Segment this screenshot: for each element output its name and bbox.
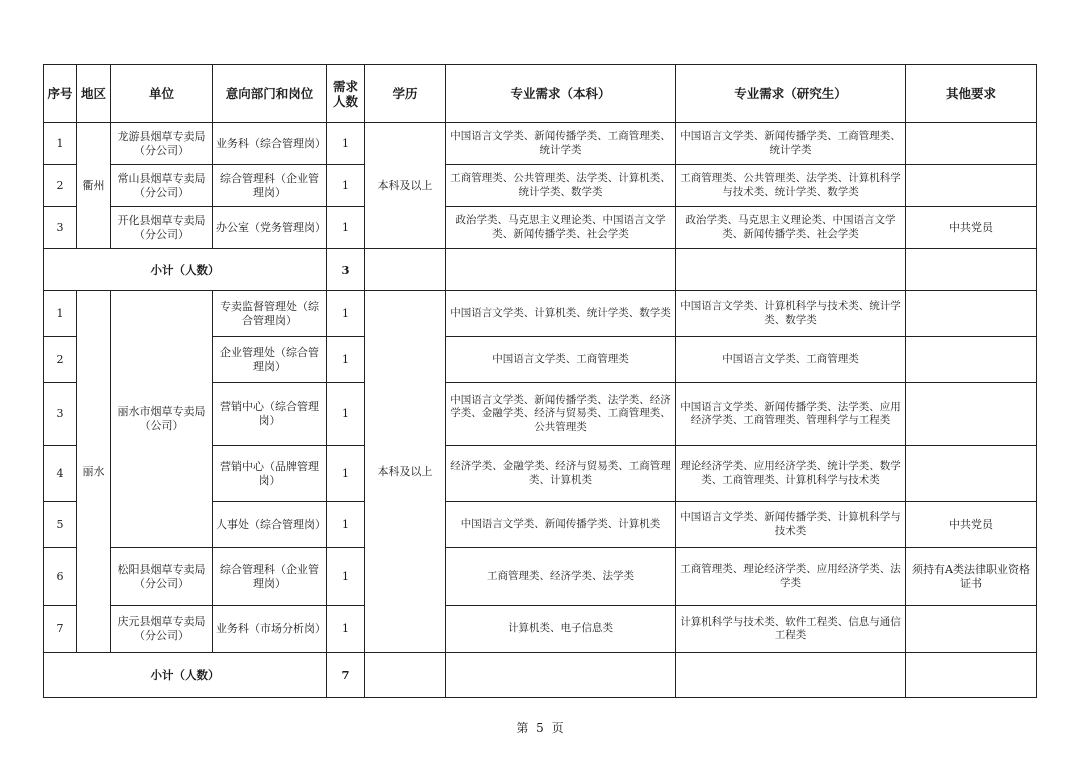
subtotal-row [44,653,1037,698]
cell-count: 1 [327,606,365,653]
cell-unit: 龙游县烟草专卖局（分公司） [111,123,213,165]
table-row [44,291,1037,337]
cell-other [906,446,1037,502]
cell-dept: 业务科（市场分析岗） [213,606,327,653]
cell-other: 中共党员 [906,207,1037,249]
header-dept: 意向部门和岗位 [213,65,327,123]
cell-unit: 丽水市烟草专卖局（公司） [111,291,213,548]
cell-dept: 业务科（综合管理岗） [213,123,327,165]
cell-major-undergrad: 中国语言文学类、工商管理类 [446,337,676,383]
cell-no: 6 [44,548,77,606]
subtotal-row [44,249,1037,291]
subtotal-value: 3 [327,249,365,291]
cell-other: 须持有A类法律职业资格证书 [906,548,1037,606]
cell-other [906,291,1037,337]
cell-dept: 专卖监督管理处（综合管理岗） [213,291,327,337]
cell-major-undergrad: 计算机类、电子信息类 [446,606,676,653]
cell-no: 1 [44,123,77,165]
cell-major-grad: 中国语言文学类、新闻传播学类、计算机科学与技术类 [676,502,906,548]
cell-dept: 综合管理科（企业管理岗） [213,548,327,606]
cell-count: 1 [327,165,365,207]
recruitment-table [43,64,1037,698]
cell-empty [676,653,906,698]
header-major-grad: 专业需求（研究生） [676,65,906,123]
cell-other [906,123,1037,165]
cell-major-grad: 中国语言文学类、工商管理类 [676,337,906,383]
header-region: 地区 [77,65,111,123]
cell-no: 2 [44,165,77,207]
cell-dept: 办公室（党务管理岗） [213,207,327,249]
header-major-undergrad: 专业需求（本科） [446,65,676,123]
table-row [44,165,1037,207]
cell-count: 1 [327,291,365,337]
cell-count: 1 [327,337,365,383]
cell-other [906,165,1037,207]
header-edu: 学历 [365,65,446,123]
cell-unit: 庆元县烟草专卖局（分公司） [111,606,213,653]
cell-no: 3 [44,207,77,249]
cell-region: 衢州 [77,123,111,249]
cell-major-undergrad: 工商管理类、公共管理类、法学类、计算机类、统计学类、数学类 [446,165,676,207]
cell-major-grad: 中国语言文学类、计算机科学与技术类、统计学类、数学类 [676,291,906,337]
cell-major-grad: 理论经济学类、应用经济学类、统计学类、数学类、工商管理类、计算机科学与技术类 [676,446,906,502]
cell-major-grad: 计算机科学与技术类、软件工程类、信息与通信工程类 [676,606,906,653]
cell-empty [365,653,446,698]
cell-no: 1 [44,291,77,337]
cell-major-grad: 政治学类、马克思主义理论类、中国语言文学类、新闻传播学类、社会学类 [676,207,906,249]
cell-major-grad: 工商管理类、公共管理类、法学类、计算机科学与技术类、统计学类、数学类 [676,165,906,207]
cell-no: 4 [44,446,77,502]
cell-count: 1 [327,548,365,606]
cell-count: 1 [327,383,365,446]
cell-edu: 本科及以上 [365,291,446,653]
cell-major-undergrad: 中国语言文学类、计算机类、统计学类、数学类 [446,291,676,337]
cell-major-undergrad: 政治学类、马克思主义理论类、中国语言文学类、新闻传播学类、社会学类 [446,207,676,249]
cell-empty [906,653,1037,698]
cell-no: 3 [44,383,77,446]
cell-major-grad: 中国语言文学类、新闻传播学类、法学类、应用经济学类、工商管理类、管理科学与工程类 [676,383,906,446]
cell-major-undergrad: 工商管理类、经济学类、法学类 [446,548,676,606]
page-suffix: 页 [551,721,564,735]
cell-unit: 常山县烟草专卖局（分公司） [111,165,213,207]
table-row [44,207,1037,249]
cell-dept: 营销中心（综合管理岗） [213,383,327,446]
cell-major-undergrad: 中国语言文学类、新闻传播学类、法学类、经济学类、金融学类、经济与贸易类、工商管理类、公共管理类 [446,383,676,446]
page-number: 5 [536,721,544,735]
cell-count: 1 [327,446,365,502]
subtotal-label: 小计（人数） [44,249,327,291]
cell-unit: 开化县烟草专卖局（分公司） [111,207,213,249]
table-row [44,123,1037,165]
cell-no: 7 [44,606,77,653]
cell-major-grad: 工商管理类、理论经济学类、应用经济学类、法学类 [676,548,906,606]
cell-other [906,606,1037,653]
header-count: 需求人数 [327,65,365,123]
cell-major-undergrad: 经济学类、金融学类、经济与贸易类、工商管理类、计算机类 [446,446,676,502]
subtotal-value: 7 [327,653,365,698]
cell-empty [446,653,676,698]
cell-empty [446,249,676,291]
table-row [44,606,1037,653]
cell-no: 5 [44,502,77,548]
header-other: 其他要求 [906,65,1037,123]
cell-major-undergrad: 中国语言文学类、新闻传播学类、工商管理类、统计学类 [446,123,676,165]
cell-empty [365,249,446,291]
cell-dept: 人事处（综合管理岗） [213,502,327,548]
cell-other [906,337,1037,383]
cell-dept: 企业管理处（综合管理岗） [213,337,327,383]
subtotal-label: 小计（人数） [44,653,327,698]
header-no: 序号 [44,65,77,123]
cell-other: 中共党员 [906,502,1037,548]
cell-region: 丽水 [77,291,111,653]
header-row [44,65,1037,123]
cell-edu: 本科及以上 [365,123,446,249]
cell-count: 1 [327,123,365,165]
page-prefix: 第 [516,721,529,735]
table-row [44,548,1037,606]
cell-count: 1 [327,207,365,249]
header-unit: 单位 [111,65,213,123]
page-footer [0,719,1080,736]
cell-major-undergrad: 中国语言文学类、新闻传播学类、计算机类 [446,502,676,548]
cell-dept: 综合管理科（企业管理岗） [213,165,327,207]
cell-empty [906,249,1037,291]
cell-count: 1 [327,502,365,548]
cell-unit: 松阳县烟草专卖局（分公司） [111,548,213,606]
cell-other [906,383,1037,446]
cell-major-grad: 中国语言文学类、新闻传播学类、工商管理类、统计学类 [676,123,906,165]
cell-empty [676,249,906,291]
cell-no: 2 [44,337,77,383]
cell-dept: 营销中心（品牌管理岗） [213,446,327,502]
